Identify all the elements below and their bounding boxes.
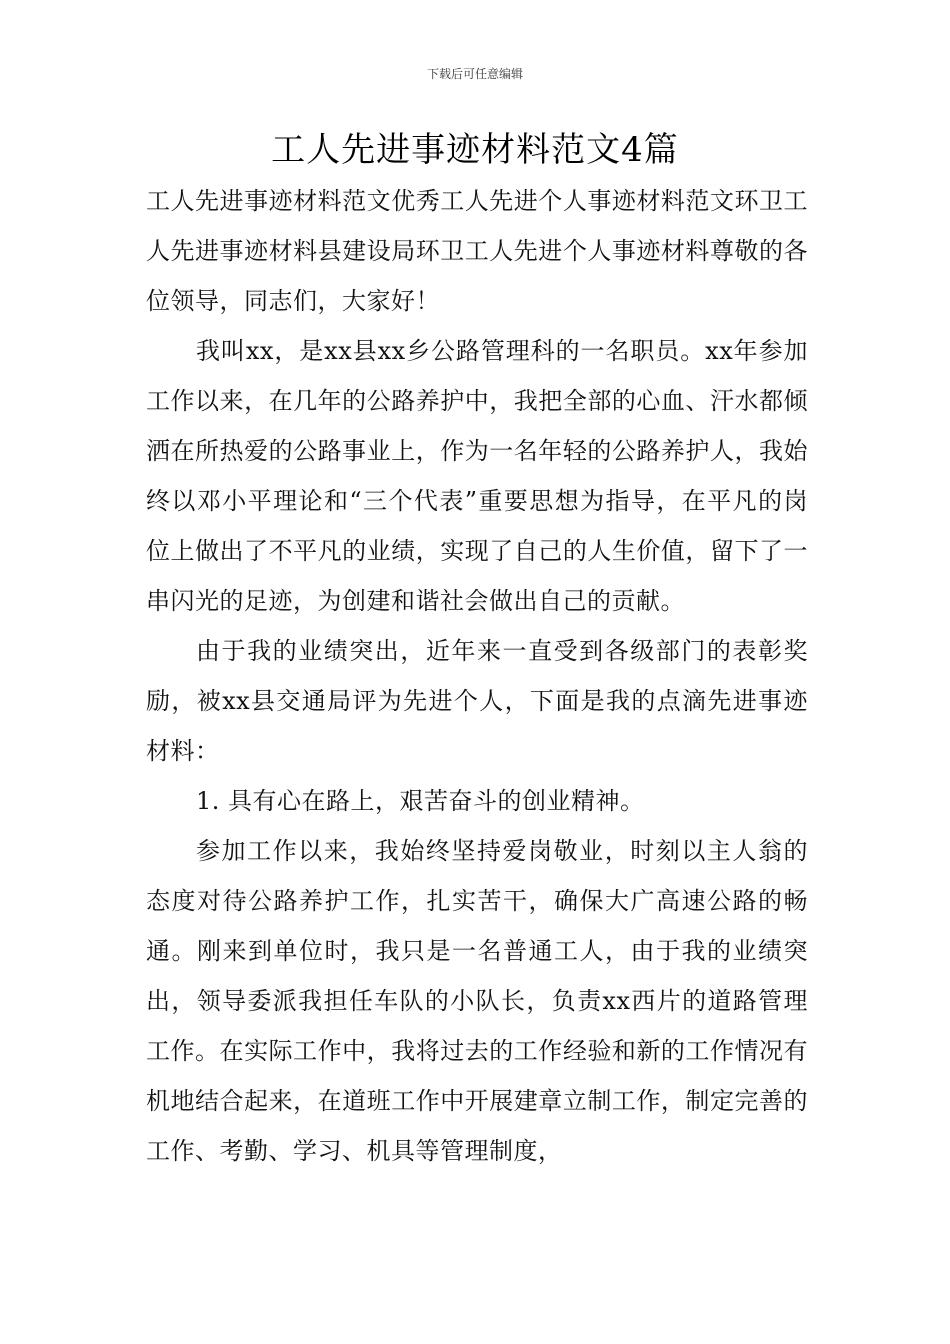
section-heading-1: 1. 具有心在路上，艰苦奋斗的创业精神。: [196, 787, 645, 815]
header-note: 下载后可任意编辑: [426, 67, 523, 81]
paragraph-awards: 由于我的业绩突出，近年来一直受到各级部门的表彰奖励，被xx县交通局评为先进个人，下面是我的点滴先进事迹材料：: [146, 637, 808, 765]
paragraph-intro: 工人先进事迹材料范文优秀工人先进个人事迹材料范文环卫工人先进事迹材料县建设局环卫工人先进个人事迹材料尊敬的各位领导，同志们，大家好！: [146, 187, 808, 315]
paragraph-self-introduction: 我叫xx，是xx县xx乡公路管理科的一名职员。xx年参加工作以来，在几年的公路养护中，我把全部的心血、汗水都倾洒在所热爱的公路事业上，作为一名年轻的公路养护人，我始终以邓小平理论和“三个代表”重要思想为指导，在平凡的岗位上做出了不平凡的业绩，实现了自己的人生价值，留下了一串闪光的足迹，为创建和谐社会做出自己的贡献。: [146, 337, 808, 615]
paragraph-work-details: 参加工作以来，我始终坚持爱岗敬业，时刻以主人翁的态度对待公路养护工作，扎实苦干，确保大广高速公路的畅通。刚来到单位时，我只是一名普通工人，由于我的业绩突出，领导委派我担任车队的小队长，负责xx西片的道路管理工作。在实际工作中，我将过去的工作经验和新的工作情况有机地结合起来，在道班工作中开展建章立制工作，制定完善的工作、考勤、学习、机具等管理制度，: [146, 837, 808, 1165]
document-title: 工人先进事迹材料范文4篇: [271, 130, 679, 170]
document-body: [146, 176, 808, 1176]
